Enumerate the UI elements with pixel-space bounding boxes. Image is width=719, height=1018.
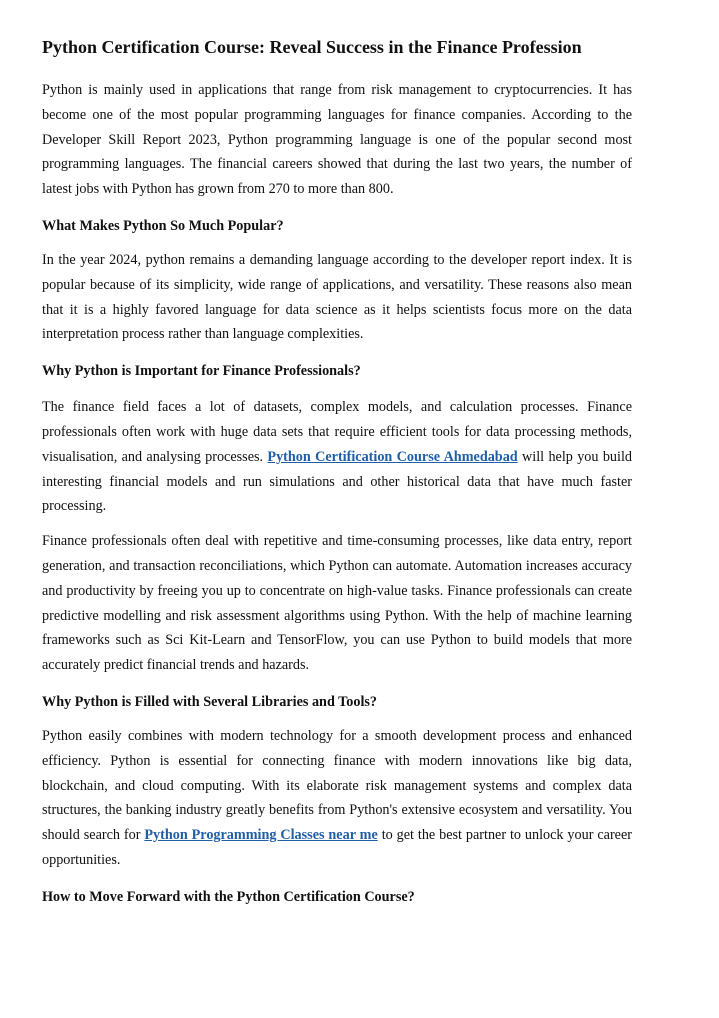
document-title: Python Certification Course: Reveal Success in the Finance Profession — [42, 37, 582, 57]
section-heading-important: Why Python is Important for Finance Professionals? — [42, 363, 361, 380]
python-programming-classes-link[interactable]: Python Programming Classes near me — [144, 827, 378, 844]
paragraph-text: will help you build interesting financial models and run simulations and other historical data that have much faster processing. — [42, 448, 632, 515]
section-heading-libraries: Why Python is Filled with Several Libraries and Tools? — [42, 693, 378, 710]
document-page — [42, 0, 632, 907]
section-libraries-paragraph — [42, 724, 632, 873]
paragraph-text: The finance field faces a lot of datasets, complex models, and calculation processes. Finance professionals often work with huge data sets that require efficient tools for data processing methods, visualisation, and analysing processes. — [42, 399, 632, 465]
paragraph-text: Python easily combines with modern technology for a smooth development process and enhanced efficiency. Python is essential for connecting finance with modern innovations like big data, blockchain, and cloud computing. With its elaborate risk management systems and complex data structures, the banking industry greatly benefits from Python's extensive ecosystem and versatility. You should search for — [42, 727, 632, 844]
section-important-paragraph-2: Finance professionals often deal with repetitive and time-consuming processes, like data entry, report generation, and transaction reconciliations, which Python can automate. Automation increases accuracy and productivity by freeing you up to concentrate on high-value tasks. Finance professionals can create predictive modelling and risk assessment algorithms using Python. With the help of machine learning frameworks such as Sci Kit-Learn and TensorFlow, you can use Python to build models that more accurately predict financial trends and hazards. — [42, 533, 632, 674]
section-heading-forward: How to Move Forward with the Python Certification Course? — [42, 888, 415, 905]
python-certification-course-ahmedabad-link[interactable]: Python Certification Course Ahmedabad — [267, 448, 518, 465]
section-popular-paragraph: In the year 2024, python remains a demanding language according to the developer report index. It is popular because of its simplicity, wide range of applications, and versatility. These reasons also mean that it is a highly favored language for data science as it helps scientists focus more on the data interpretation process rather than language complexities. — [42, 251, 632, 343]
section-heading-popular: What Makes Python So Much Popular? — [42, 217, 284, 234]
section-important-paragraph-1 — [42, 395, 632, 519]
intro-paragraph: Python is mainly used in applications that range from risk management to cryptocurrencies. It has become one of the most popular programming languages for finance companies. According to the Developer Skill Report 2023, Python programming language is one of the popular second most programming languages. The financial careers showed that during the last two years, the number of latest jobs with Python has grown from 270 to more than 800. — [42, 82, 632, 198]
paragraph-text: to get the best partner to unlock your career opportunities. — [42, 827, 632, 868]
